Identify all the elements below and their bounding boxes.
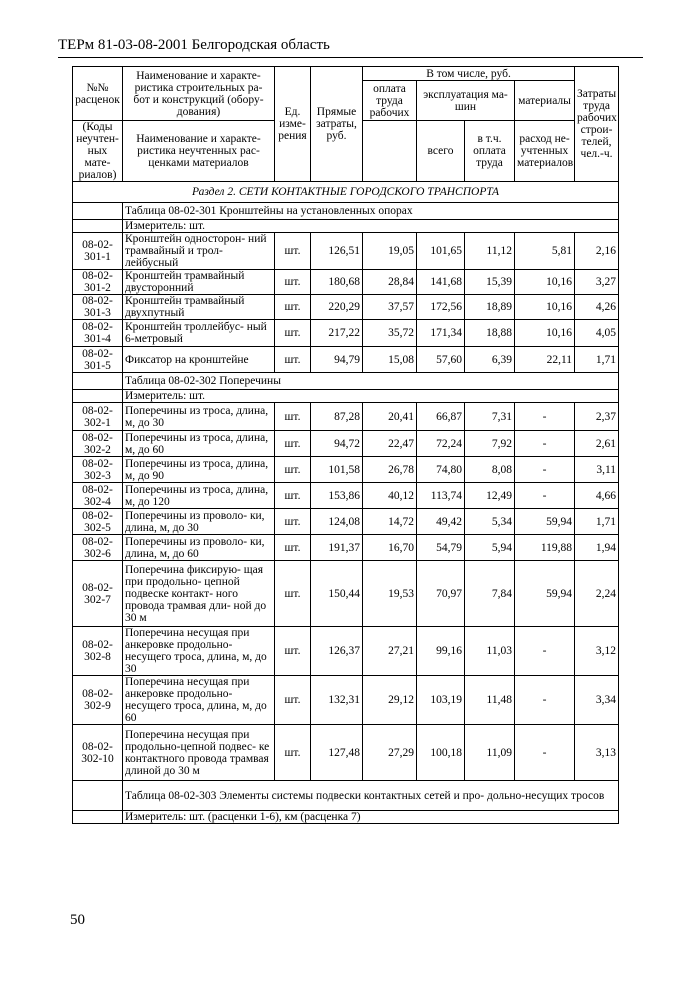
table-row [73, 561, 619, 627]
row-labor: 1,71 [575, 347, 619, 373]
row-machines-total: 66,87 [417, 403, 465, 431]
row-machines-wages: 11,09 [465, 725, 515, 781]
table-row [73, 431, 619, 457]
row-machines-total: 74,80 [417, 457, 465, 483]
row-materials: - [515, 457, 575, 483]
row-machines-total: 70,97 [417, 561, 465, 627]
row-unit: шт. [275, 483, 311, 509]
meter-left-blank [73, 390, 123, 403]
table-meter: Измеритель: шт. [123, 390, 619, 403]
col-wages: оплата труда рабочих [363, 81, 417, 121]
row-direct: 94,72 [311, 431, 363, 457]
table-meter: Измеритель: шт. (расценки 1-6), км (расценка 7) [123, 811, 619, 824]
row-unit: шт. [275, 270, 311, 295]
row-labor: 2,16 [575, 233, 619, 270]
row-wages: 26,78 [363, 457, 417, 483]
row-direct: 150,44 [311, 561, 363, 627]
row-wages: 19,53 [363, 561, 417, 627]
row-wages: 19,05 [363, 233, 417, 270]
row-code: 08-02- 302-8 [73, 627, 123, 676]
row-materials: - [515, 403, 575, 431]
tables-body [73, 203, 619, 824]
table-row [73, 295, 619, 320]
row-direct: 124,08 [311, 509, 363, 535]
row-unit: шт. [275, 295, 311, 320]
row-direct: 126,37 [311, 627, 363, 676]
row-machines-wages: 7,31 [465, 403, 515, 431]
row-direct: 191,37 [311, 535, 363, 561]
row-direct: 101,58 [311, 457, 363, 483]
row-unit: шт. [275, 509, 311, 535]
row-code: 08-02- 301-1 [73, 233, 123, 270]
row-unit: шт. [275, 627, 311, 676]
col-machines-wages: в т.ч. оплата труда [465, 121, 515, 182]
row-labor: 1,94 [575, 535, 619, 561]
row-code: 08-02- 302-3 [73, 457, 123, 483]
table-row [73, 403, 619, 431]
col-wages-blank [363, 121, 417, 182]
row-machines-total: 113,74 [417, 483, 465, 509]
header-rule [58, 57, 643, 58]
row-name: Поперечины из проволо- ки, длина, м, до 60 [123, 535, 275, 561]
meter-left-blank [73, 220, 123, 233]
row-code: 08-02- 302-1 [73, 403, 123, 431]
row-machines-wages: 7,92 [465, 431, 515, 457]
meter-left-blank [73, 811, 123, 824]
row-machines-wages: 11,03 [465, 627, 515, 676]
row-wages: 16,70 [363, 535, 417, 561]
row-name: Поперечины из троса, длина, м, до 120 [123, 483, 275, 509]
table-row [73, 725, 619, 781]
row-labor: 3,13 [575, 725, 619, 781]
row-direct: 127,48 [311, 725, 363, 781]
row-labor: 4,26 [575, 295, 619, 320]
table-title: Таблица 08-02-301 Кронштейны на установленных опорах [123, 203, 619, 220]
row-labor: 3,27 [575, 270, 619, 295]
row-machines-total: 72,24 [417, 431, 465, 457]
row-direct: 126,51 [311, 233, 363, 270]
table-row [73, 347, 619, 373]
row-labor: 4,66 [575, 483, 619, 509]
table-row [73, 627, 619, 676]
row-machines-wages: 5,94 [465, 535, 515, 561]
table-title-left-blank [73, 203, 123, 220]
row-materials: 59,94 [515, 509, 575, 535]
row-materials: 10,16 [515, 320, 575, 347]
row-machines-total: 54,79 [417, 535, 465, 561]
row-machines-total: 103,19 [417, 676, 465, 725]
row-machines-total: 49,42 [417, 509, 465, 535]
row-name: Кронштейн трамвайный двусторонний [123, 270, 275, 295]
row-labor: 1,71 [575, 509, 619, 535]
table-row [73, 270, 619, 295]
row-machines-wages: 7,84 [465, 561, 515, 627]
row-machines-total: 100,18 [417, 725, 465, 781]
row-materials: 119,88 [515, 535, 575, 561]
row-code: 08-02- 301-5 [73, 347, 123, 373]
row-machines-total: 57,60 [417, 347, 465, 373]
row-machines-total: 99,16 [417, 627, 465, 676]
col-materials-alt: расход не- учтенных материалов [515, 121, 575, 182]
row-labor: 3,12 [575, 627, 619, 676]
row-wages: 37,57 [363, 295, 417, 320]
row-labor: 2,61 [575, 431, 619, 457]
row-name: Кронштейн троллейбус- ный 6-метровый [123, 320, 275, 347]
col-code-alt: (Коды неучтен- ных мате- риалов) [73, 121, 123, 182]
row-machines-wages: 8,08 [465, 457, 515, 483]
row-labor: 4,05 [575, 320, 619, 347]
row-code: 08-02- 302-9 [73, 676, 123, 725]
row-labor: 2,37 [575, 403, 619, 431]
row-machines-wages: 11,48 [465, 676, 515, 725]
page-header: ТЕРм 81-03-08-2001 Белгородская область [58, 37, 330, 53]
page-number: 50 [70, 912, 85, 928]
row-machines-total: 171,34 [417, 320, 465, 347]
row-materials: 59,94 [515, 561, 575, 627]
row-machines-total: 141,68 [417, 270, 465, 295]
row-code: 08-02- 302-4 [73, 483, 123, 509]
table-title-left-blank [73, 373, 123, 390]
col-machines-total: всего [417, 121, 465, 182]
table-row [73, 320, 619, 347]
row-name: Кронштейн трамвайный двухпутный [123, 295, 275, 320]
row-direct: 217,22 [311, 320, 363, 347]
row-direct: 180,68 [311, 270, 363, 295]
row-unit: шт. [275, 431, 311, 457]
row-unit: шт. [275, 347, 311, 373]
row-code: 08-02- 302-6 [73, 535, 123, 561]
row-materials: 10,16 [515, 270, 575, 295]
row-materials: 22,11 [515, 347, 575, 373]
col-labor: Затраты труда рабочих строи- телей, чел.-ч. [575, 67, 619, 182]
col-name-alt: Наименование и характе- ристика неучтенных рас- ценками материалов [123, 121, 275, 182]
col-direct: Прямые затраты, руб. [311, 67, 363, 182]
row-name: Поперечина фиксирую- щая при продольно- цепной подвеске контакт- ного провода трамвая дли- ной до 30 м [123, 561, 275, 627]
row-unit: шт. [275, 535, 311, 561]
col-incl: В том числе, руб. [363, 67, 575, 81]
row-wages: 20,41 [363, 403, 417, 431]
table-row [73, 535, 619, 561]
row-unit: шт. [275, 233, 311, 270]
row-materials: - [515, 431, 575, 457]
row-machines-wages: 15,39 [465, 270, 515, 295]
row-wages: 27,21 [363, 627, 417, 676]
table-row [73, 676, 619, 725]
col-code: №№ расценок [73, 67, 123, 121]
table-row [73, 483, 619, 509]
row-unit: шт. [275, 403, 311, 431]
row-machines-wages: 6,39 [465, 347, 515, 373]
row-materials: - [515, 483, 575, 509]
row-materials: - [515, 725, 575, 781]
table-title-left-blank [73, 781, 123, 811]
section-title: Раздел 2. СЕТИ КОНТАКТНЫЕ ГОРОДСКОГО ТРАНСПОРТА [73, 182, 619, 203]
col-machines: эксплуатация ма- шин [417, 81, 515, 121]
col-materials: материалы [515, 81, 575, 121]
row-code: 08-02- 301-3 [73, 295, 123, 320]
row-name: Поперечины из троса, длина, м, до 60 [123, 431, 275, 457]
row-machines-wages: 18,88 [465, 320, 515, 347]
row-wages: 29,12 [363, 676, 417, 725]
row-wages: 22,47 [363, 431, 417, 457]
rates-table [72, 66, 619, 824]
row-machines-wages: 5,34 [465, 509, 515, 535]
row-machines-wages: 18,89 [465, 295, 515, 320]
row-materials: - [515, 676, 575, 725]
row-direct: 153,86 [311, 483, 363, 509]
row-direct: 94,79 [311, 347, 363, 373]
row-direct: 220,29 [311, 295, 363, 320]
row-wages: 40,12 [363, 483, 417, 509]
row-direct: 87,28 [311, 403, 363, 431]
row-machines-total: 172,56 [417, 295, 465, 320]
row-name: Поперечина несущая при продольно-цепной подвес- ке контактного провода трамвая длиной до 30 м [123, 725, 275, 781]
row-code: 08-02- 301-2 [73, 270, 123, 295]
row-direct: 132,31 [311, 676, 363, 725]
table-title: Таблица 08-02-303 Элементы системы подвески контактных сетей и про- дольно-несущих тросов [123, 781, 619, 811]
table-row [73, 509, 619, 535]
row-wages: 15,08 [363, 347, 417, 373]
row-materials: 10,16 [515, 295, 575, 320]
row-materials: 5,81 [515, 233, 575, 270]
row-name: Поперечины из проволо- ки, длина, м, до 30 [123, 509, 275, 535]
row-wages: 28,84 [363, 270, 417, 295]
row-wages: 27,29 [363, 725, 417, 781]
row-machines-wages: 12,49 [465, 483, 515, 509]
row-machines-wages: 11,12 [465, 233, 515, 270]
table-meter: Измеритель: шт. [123, 220, 619, 233]
row-wages: 35,72 [363, 320, 417, 347]
table-title: Таблица 08-02-302 Поперечины [123, 373, 619, 390]
row-unit: шт. [275, 561, 311, 627]
row-name: Фиксатор на кронштейне [123, 347, 275, 373]
row-name: Кронштейн односторон- ний трамвайный и трол- лейбусный [123, 233, 275, 270]
row-code: 08-02- 301-4 [73, 320, 123, 347]
row-wages: 14,72 [363, 509, 417, 535]
row-labor: 3,34 [575, 676, 619, 725]
row-labor: 2,24 [575, 561, 619, 627]
row-code: 08-02- 302-7 [73, 561, 123, 627]
row-code: 08-02- 302-5 [73, 509, 123, 535]
table-row [73, 233, 619, 270]
row-unit: шт. [275, 320, 311, 347]
table-row [73, 457, 619, 483]
table-header [73, 67, 619, 182]
row-unit: шт. [275, 725, 311, 781]
row-unit: шт. [275, 457, 311, 483]
row-name: Поперечина несущая при анкеровке продольно- несущего троса, длина, м, до 60 [123, 676, 275, 725]
row-code: 08-02- 302-10 [73, 725, 123, 781]
col-unit: Ед. изме- рения [275, 67, 311, 182]
row-labor: 3,11 [575, 457, 619, 483]
row-machines-total: 101,65 [417, 233, 465, 270]
row-name: Поперечины из троса, длина, м, до 90 [123, 457, 275, 483]
row-code: 08-02- 302-2 [73, 431, 123, 457]
col-name: Наименование и характе- ристика строительных ра- бот и конструкций (обору- дования) [123, 67, 275, 121]
row-name: Поперечины из троса, длина, м, до 30 [123, 403, 275, 431]
row-name: Поперечина несущая при анкеровке продольно- несущего троса, длина, м, до 30 [123, 627, 275, 676]
row-unit: шт. [275, 676, 311, 725]
row-materials: - [515, 627, 575, 676]
